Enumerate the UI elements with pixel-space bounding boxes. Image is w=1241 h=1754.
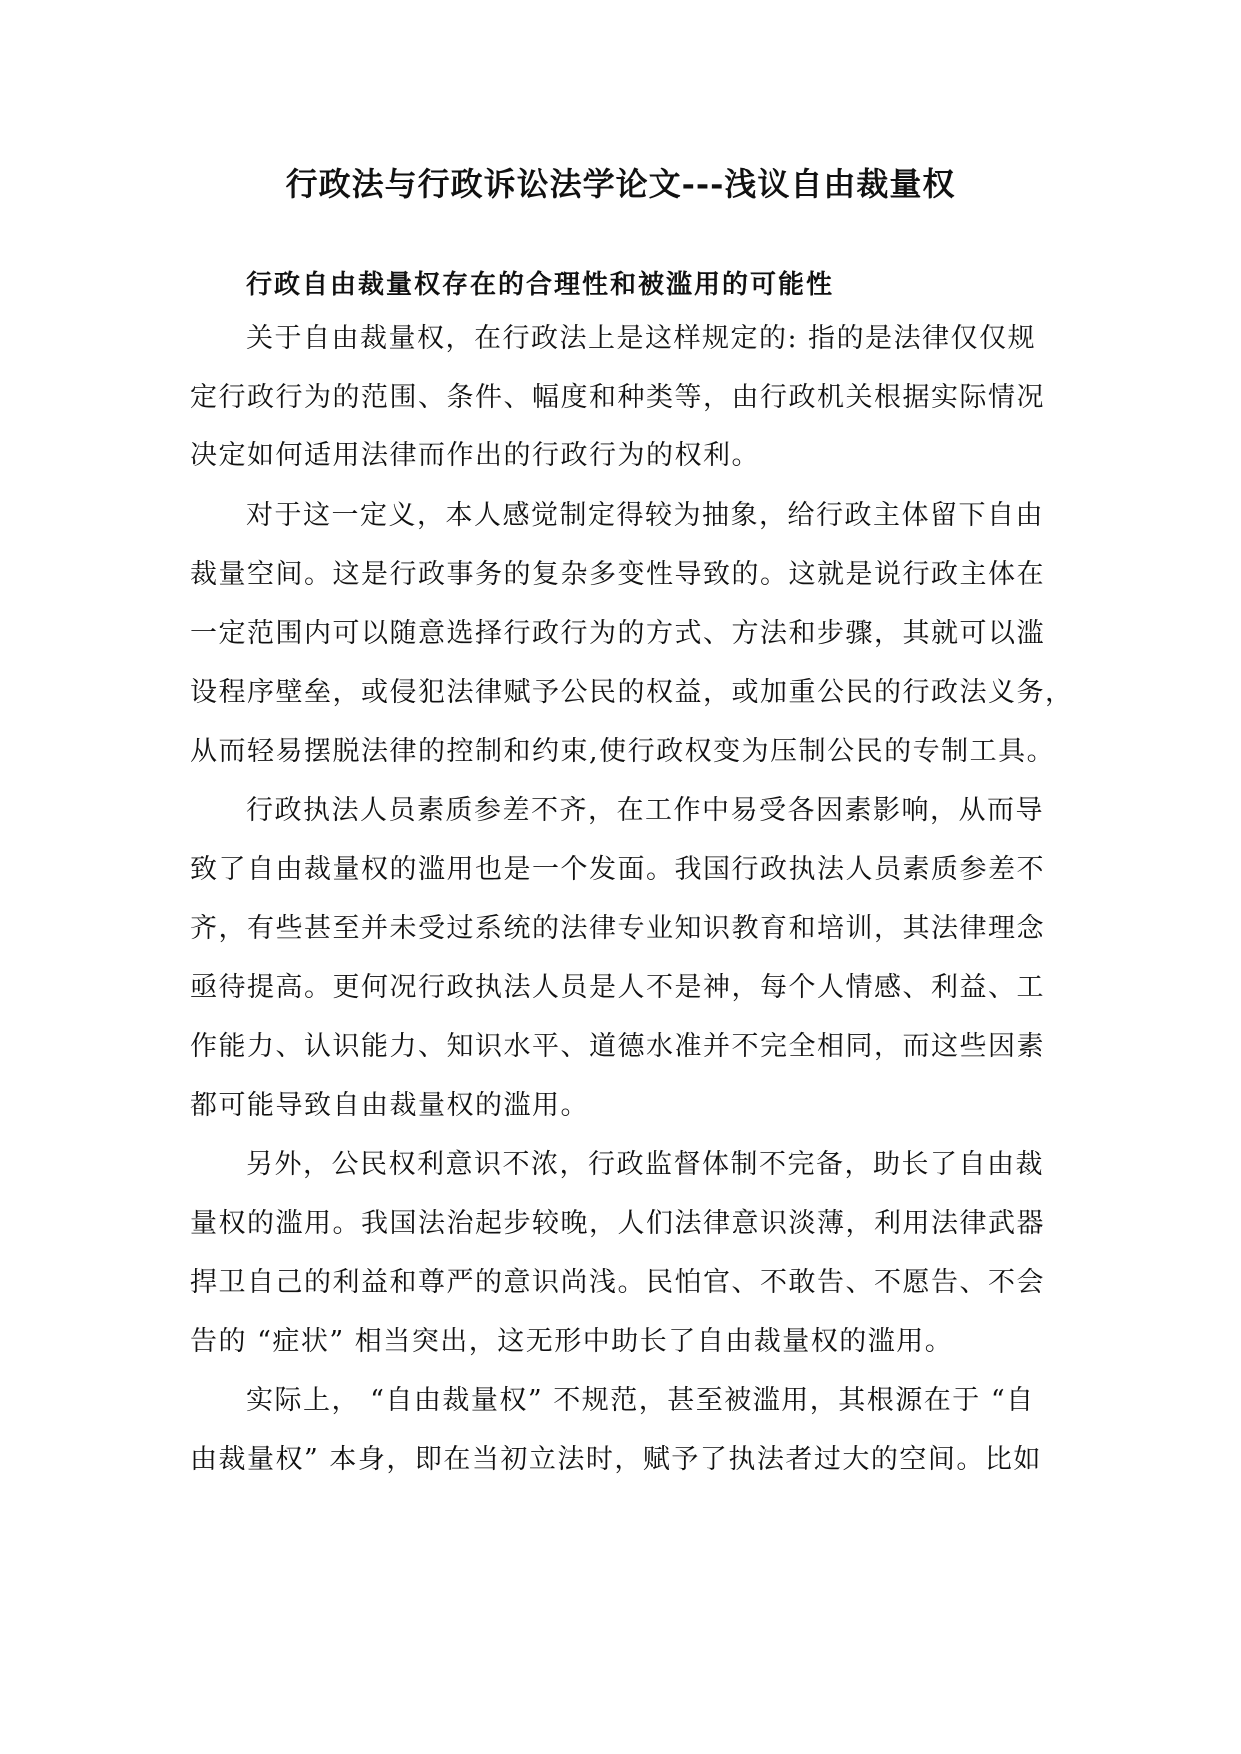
text-line: 行政执法人员素质参差不齐，在工作中易受各因素影响，从而导: [246, 795, 1044, 826]
text-line: 量权的滥用。我国法治起步较晚，人们法律意识淡薄，利用法律武器: [190, 1208, 1045, 1239]
text-line: 裁量空间。这是行政事务的复杂多变性导致的。这就是说行政主体在: [190, 559, 1045, 590]
text-line: 亟待提高。更何况行政执法人员是人不是神，每个人情感、利益、工: [190, 972, 1045, 1003]
text-line: 一定范围内可以随意选择行政行为的方式、方法和步骤，其就可以滥: [190, 618, 1045, 649]
text-line: 由裁量权” 本身，即在当初立法时，赋予了执法者过大的空间。比如: [190, 1444, 1042, 1475]
text-line: 齐，有些甚至并未受过系统的法律专业知识教育和培训，其法律理念: [190, 913, 1045, 944]
text-line: 致了自由裁量权的滥用也是一个发面。我国行政执法人员素质参差不: [190, 854, 1045, 885]
text-line: 设程序壁垒，或侵犯法律赋予公民的权益，或加重公民的行政法义务，: [190, 677, 1074, 708]
text-line: 都可能导致自由裁量权的滥用。: [190, 1090, 589, 1121]
document-title: 行政法与行政诉讼法学论文---浅议自由裁量权: [285, 165, 956, 203]
text-line: 另外，公民权利意识不浓，行政监督体制不完备，助长了自由裁: [246, 1149, 1044, 1180]
text-line: 对于这一定义，本人感觉制定得较为抽象，给行政主体留下自由: [246, 500, 1044, 531]
text-line: 关于自由裁量权，在行政法上是这样规定的: 指的是法律仅仅规: [246, 323, 1037, 354]
section-heading: 行政自由裁量权存在的合理性和被滥用的可能性: [246, 270, 835, 300]
text-line: 决定如何适用法律而作出的行政行为的权利。: [190, 440, 760, 471]
text-line: 作能力、认识能力、知识水平、道德水准并不完全相同，而这些因素: [190, 1031, 1045, 1062]
text-line: 实际上， “自由裁量权” 不规范，甚至被滥用，其根源在于 “自: [246, 1385, 1035, 1416]
text-line: 从而轻易摆脱法律的控制和约束,使行政权变为压制公民的专制工具。: [190, 736, 1056, 767]
text-line: 告的 “症状” 相当突出，这无形中助长了自由裁量权的滥用。: [190, 1326, 954, 1357]
text-line: 定行政行为的范围、条件、幅度和种类等，由行政机关根据实际情况: [190, 382, 1045, 413]
text-line: 捍卫自己的利益和尊严的意识尚浅。民怕官、不敢告、不愿告、不会: [190, 1267, 1045, 1298]
